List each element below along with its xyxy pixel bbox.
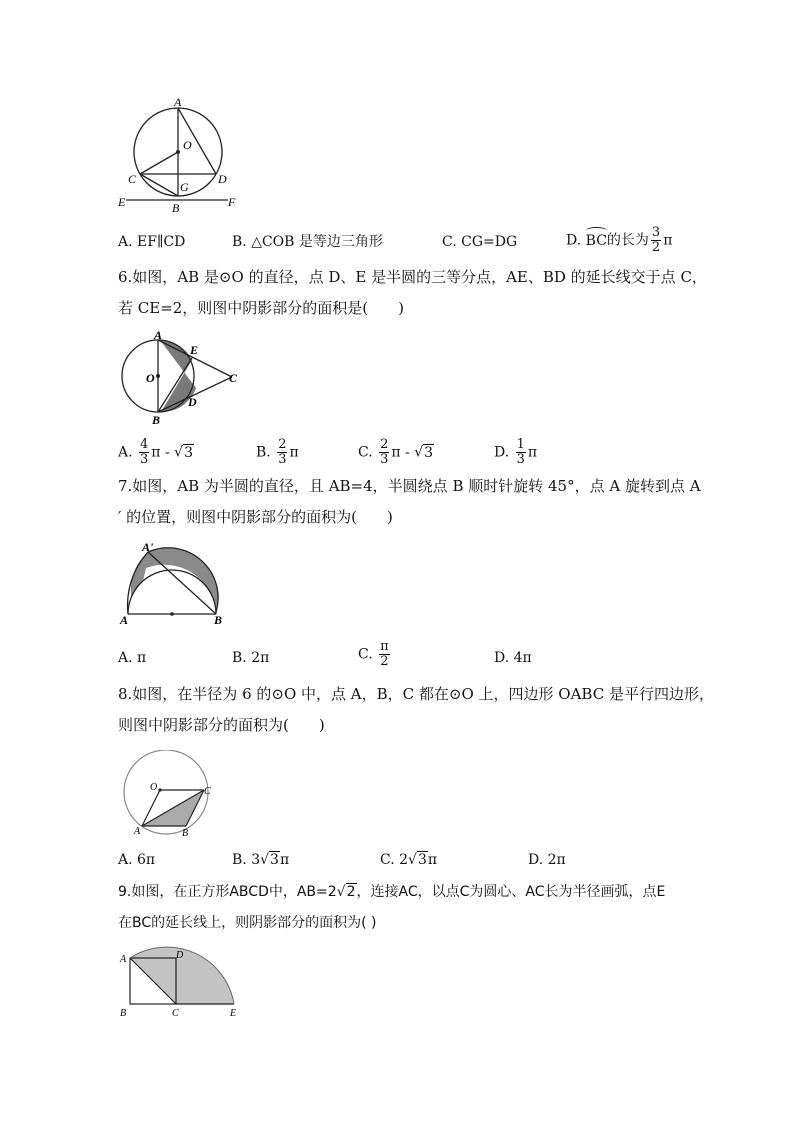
q6-option-b-frac [277, 438, 287, 467]
q6-option-c-sqrt [423, 443, 434, 463]
q8-line2: 则图中阴影部分的面积为( ) [118, 716, 325, 734]
q5-label-f: F [228, 195, 236, 209]
q8-center-dot [158, 788, 161, 791]
q9-line1-suffix: ，连接AC，以点C为圆心、AC长为半径画弧，点E [356, 884, 666, 900]
q6-option-c-frac [379, 438, 389, 467]
q5-option-d-arc [586, 227, 607, 251]
q6-option-d [494, 438, 537, 467]
q5-option-a [118, 232, 185, 252]
q6-option-a-den: 3 [140, 452, 149, 467]
q7-option-d-text: D. 4π [494, 650, 532, 666]
q5-figure [112, 96, 242, 216]
q7-option-b [232, 648, 269, 668]
q9-line2: 在BC的延长线上，则阴影部分的面积为( ) [118, 915, 377, 931]
q5-option-a-text: A. EF∥CD [118, 234, 186, 250]
q8-option-d [528, 850, 566, 870]
q6-line1: 6.如图，AB 是⊙O 的直径，点 D、E 是半圆的三等分点，AE、BD 的延长线交于点 C， [118, 268, 707, 286]
q8-option-c-prefix: C. 2 [380, 852, 409, 868]
q8-figure [116, 750, 216, 840]
q6-option-d-den: 3 [516, 452, 525, 467]
q8-option-b-pi: π [279, 852, 290, 868]
q6-option-d-pi: π [527, 444, 538, 461]
q7-figure [116, 540, 236, 630]
q7-label-aprime: A' [142, 540, 154, 554]
q6-option-c-prefix: C. [358, 444, 378, 461]
q8-option-b: B. 3√3π [232, 852, 290, 868]
q6-option-b [256, 438, 299, 467]
q6-option-a: A. $\frac{4}{3}$ π - √3 [118, 437, 193, 467]
q6-option-b-prefix: B. [256, 444, 276, 461]
q5-label-c: C [128, 172, 137, 186]
q8-option-c: C. 2√3π [380, 852, 438, 868]
q7-option-b-text: B. 2π [232, 650, 270, 666]
q8-option-a [118, 850, 155, 870]
q5-option-d-prefix: D. [566, 232, 586, 249]
q6-label-d: D [188, 395, 197, 409]
q5-option-d-num: 3 [651, 225, 661, 240]
q8-label-a: A [134, 826, 141, 837]
q5-label-o: O [183, 138, 192, 152]
q5-option-d-pi: π [663, 232, 673, 249]
q8-option-c-pi: π [427, 852, 438, 868]
q7-line2: ′ 的位置，则图中阴影部分的面积为( ) [118, 508, 393, 526]
q8-option-c-sqrt [417, 850, 428, 870]
q6-option-a-prefix: A. [118, 444, 138, 461]
q5-option-c-text: C. CG=DG [442, 234, 518, 250]
q6-label-o: O [146, 371, 155, 385]
q7-option-d [494, 648, 532, 668]
q7-center-dot [170, 612, 174, 616]
q6-option-b-den: 3 [278, 452, 287, 467]
q6-option-a-frac [139, 438, 149, 467]
q9-label-d: D [176, 950, 184, 961]
q6-label-c: C [229, 371, 238, 385]
q6-option-a-rad: 3 [184, 444, 193, 461]
q5-label-b: B [172, 201, 180, 215]
q6-line2: 若 CE=2，则图中阴影部分的面积是( ) [118, 299, 405, 317]
q6-option-a-mid: π - [151, 444, 170, 461]
q7-line1: 7.如图，AB 为半圆的直径，且 AB=4，半圆绕点 B 顺时针旋转 45°，点 A 旋转到点 A [118, 477, 701, 495]
q6-option-b-pi: π [289, 444, 299, 461]
q5-seg-oc [140, 152, 178, 174]
q6-figure [114, 330, 244, 426]
q9-line1-rad: 2 [346, 884, 356, 900]
q6-option-c: C. $\frac{2}{3}$ π - √3 [358, 437, 434, 467]
q5-center-dot [176, 150, 180, 154]
q6-label-e: E [190, 343, 199, 357]
q8-option-b-sqrt [269, 850, 280, 870]
q8-line1: 8.如图，在半径为 6 的⊙O 中，点 A，B，C 都在⊙O 上，四边形 OABC 是平行四边形， [118, 685, 714, 703]
q5-option-d-frac [651, 226, 661, 255]
q9-label-a: A [120, 954, 127, 965]
q8-option-c-rad: 3 [417, 852, 427, 868]
q6-option-c-den: 3 [380, 452, 389, 467]
q7-label-b: B [214, 613, 223, 627]
q5-option-b [232, 232, 383, 252]
q9-figure [116, 946, 246, 1022]
q7-option-c-num: π [380, 639, 389, 654]
q5-seg-cb [140, 174, 178, 196]
q8-option-b-rad: 3 [270, 852, 279, 868]
q7-option-a-text: A. π [118, 650, 147, 666]
q6-option-c-rad: 3 [424, 444, 434, 461]
q5-option-d-mid: 的长为 [606, 232, 649, 249]
q6-option-d-prefix: D. [494, 444, 514, 461]
q8-label-b: B [182, 828, 189, 839]
q7-label-a: A [120, 613, 129, 627]
q8-option-b-prefix: B. 3 [232, 852, 261, 868]
q6-option-d-frac [516, 438, 526, 467]
q5-label-a: A [174, 96, 182, 109]
q5-label-e: E [118, 195, 126, 209]
q5-label-g: G [180, 180, 189, 194]
q7-option-c-frac [379, 640, 390, 669]
q6-option-c-num: 2 [380, 437, 389, 452]
q5-option-d-arc-text: BC [585, 232, 607, 249]
q7-option-c-den: 2 [380, 654, 389, 669]
q6-label-a: A [154, 330, 163, 342]
q9-label-b: B [120, 1008, 127, 1019]
q9-line1-sqrt [346, 881, 357, 903]
q5-label-d: D [218, 172, 227, 186]
q6-option-a-sqrt [183, 443, 194, 463]
q7-option-a [118, 648, 146, 668]
q8-option-a-text: A. 6π [118, 852, 156, 868]
q6-option-a-num: 4 [140, 437, 149, 452]
q7-option-c [358, 640, 392, 669]
q9-label-e: E [230, 1008, 237, 1019]
q5-option-d-den: 2 [651, 240, 661, 255]
q5-option-c [442, 232, 517, 252]
q8-option-d-text: D. 2π [528, 852, 566, 868]
q5-option-b-text: B. △COB 是等边三角形 [232, 234, 383, 250]
q6-option-b-num: 2 [278, 437, 287, 452]
q6-label-b: B [152, 413, 161, 426]
q9-line1: 9.如图，在正方形ABCD中，AB=2√2，连接AC，以点C为圆心、AC长为半径画弧，点E [118, 881, 665, 903]
q8-label-c: C [204, 786, 211, 797]
q7-option-c-prefix: C. [358, 646, 378, 663]
q6-center-dot [156, 374, 160, 378]
q9-line1-prefix: 9.如图，在正方形ABCD中，AB=2 [118, 884, 337, 900]
q9-label-c: C [172, 1008, 179, 1019]
q8-label-o: O [150, 782, 158, 793]
q6-option-c-mid: π - [391, 444, 410, 461]
q5-option-d [566, 226, 672, 255]
q6-option-d-num: 1 [516, 437, 525, 452]
